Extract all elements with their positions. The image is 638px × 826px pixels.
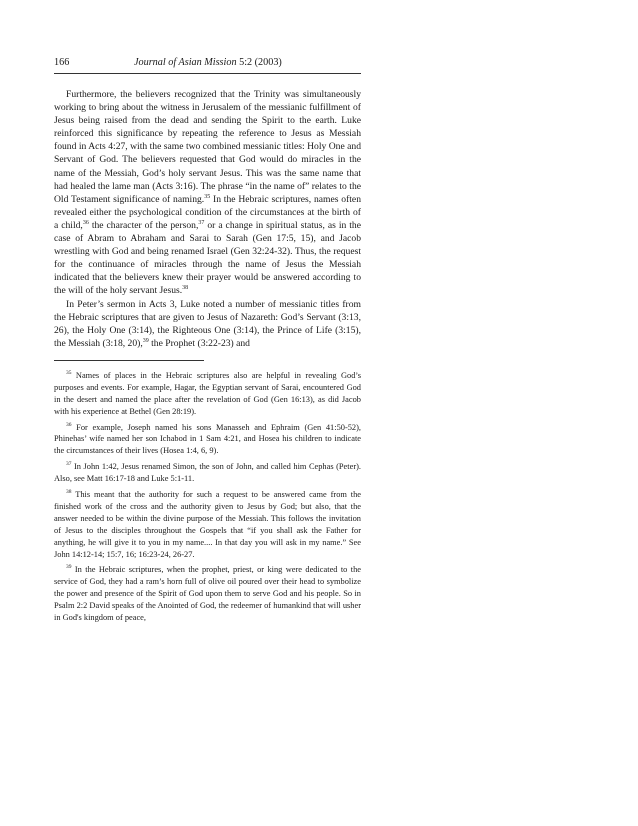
journal-issue: 5:2 (2003) <box>239 57 282 68</box>
footnote-35 <box>54 370 361 418</box>
footnote-reference[interactable]: 36 <box>82 219 89 226</box>
footnote-reference[interactable]: 39 <box>142 337 149 344</box>
body-paragraph <box>54 88 361 298</box>
page-number: 166 <box>54 57 70 68</box>
footnote-text: This meant that the authority for such a request to be answered came from the finished work of the cross and the authority given to Jesus by God; but also, that the answer needed to be within the divine purpose of the Messiah. This follows the invitation of Jesus to the disciples throughout the Gospels that “if you shall ask the Father for anything, he will give it to you in my name.... In that day you will ask in my name.” See John 14:12-14; 15:7, 16; 16:23-24, 26-27. <box>54 490 361 559</box>
footnote-39 <box>54 564 361 624</box>
footnote-number: 39 <box>66 564 72 571</box>
paragraph-text: the Prophet (3:22-23) and <box>148 337 250 349</box>
footnote-number: 35 <box>66 370 72 377</box>
footnote-text: Names of places in the Hebraic scriptures also are helpful in revealing God’s purposes and events. For example, Hagar, the Egyptian servant of Sarai, encountered God in the desert and named the place after the revelation of God (Gen 16:13), as did Jacob with his experience at Bethel (Gen 28:19). <box>54 370 361 416</box>
footnote-number: 36 <box>66 421 72 428</box>
journal-citation <box>134 56 361 70</box>
running-header <box>54 56 361 74</box>
footnote-37 <box>54 461 361 485</box>
footnote-reference[interactable]: 38 <box>182 285 189 292</box>
paragraph-text: Furthermore, the believers recognized that the Trinity was simultaneously working to bring about the witness in Jerusalem of the messianic fulfillment of Jesus being raised from the dead and sending the Spirit to the earth. Luke reinforced this significance by repeating the reference to Jesus as Messiah found in Acts 4:27, with the same two combined messianic titles: Holy One and Servant of God. The believers requested that God would do miracles in the name of the Messiah, God’s holy servant Jesus. This was the same name that had healed the lame man (Acts 3:16). The phrase “in the name of” relates to the Old Testament significance of naming. <box>54 89 361 205</box>
footnote-reference[interactable]: 35 <box>204 193 211 200</box>
paragraph-text: the character of the person, <box>88 219 199 231</box>
paragraph-text: In Peter’s sermon in Acts 3, Luke noted a number of messianic titles from the Hebraic scriptures that are given to Jesus of Nazareth: God’s Servant (3:13, 26), the Holy One (3:14), the Righteous One (3:14), the Prince of Life (3:15), the Messiah (3:18, 20), <box>54 298 361 349</box>
footnote-36 <box>54 422 361 458</box>
footnote-text: For example, Joseph named his sons Manasseh and Ephraim (Gen 41:50-52), Phinehas’ wife named her son Ichabod in 1 Sam 4:21, and Hosea his children to indicate the circumstances of their lives (Hosea 1:4, 6, 9). <box>54 422 361 456</box>
footnote-text: In John 1:42, Jesus renamed Simon, the son of John, and called him Cephas (Peter). Also, see Matt 16:17-18 and Luke 5:1-11. <box>54 462 361 484</box>
footnote-number: 38 <box>66 489 72 496</box>
footnote-number: 37 <box>66 461 72 468</box>
body-paragraph <box>54 298 361 350</box>
footnote-38 <box>54 489 361 560</box>
footnote-reference[interactable]: 37 <box>198 219 205 226</box>
journal-page <box>54 56 361 628</box>
footnote-text: In the Hebraic scriptures, when the prophet, priest, or king were dedicated to the service of God, they had a ram’s horn full of olive oil poured over their head to symbolize the power and presence of the Spirit of God upon them to serve God and his people. So in Psalm 2:2 David speaks of the Anointed of God, the redeemer of humankind that will usher in God's kingdom of peace, <box>54 565 361 623</box>
footnote-divider <box>54 360 204 361</box>
paragraph-text: or a change in spiritual status, as in the case of Abram to Abraham and Sarai to Sarah (Gen 17:5, 15), and Jacob wrestling with God and being renamed Israel (Gen 32:24-32). Thus, the request for the continuance of miracles through the name of Jesus the Messiah indicated that the believers knew their prayer would be answered according to the will of the holy servant Jesus. <box>54 219 361 297</box>
paragraph-text: In the Hebraic scriptures, names often revealed either the psychological condition of the circumstances at the birth of a child, <box>54 193 361 231</box>
footnotes <box>54 370 361 624</box>
journal-title: Journal of Asian Mission <box>134 57 237 68</box>
article-body <box>54 88 361 350</box>
